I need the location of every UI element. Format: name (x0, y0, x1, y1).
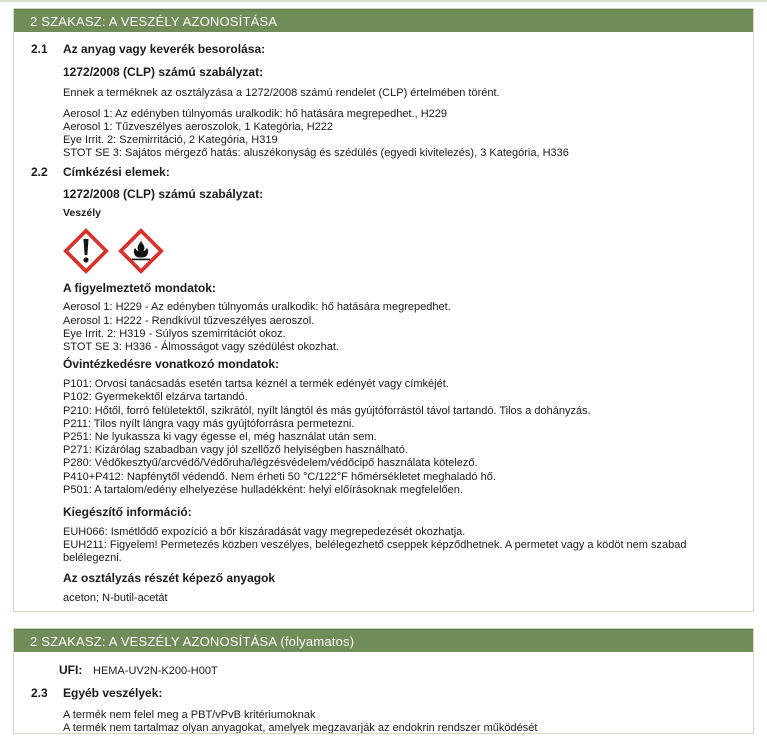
classification-list (63, 108, 737, 161)
section-2-header-title: 2 SZAKASZ: A VESZÉLY AZONOSÍTÁSA (30, 13, 278, 29)
precautionary-statement-line: P210: Hőtől, forró felületektől, szikrától, nyílt lángtól és más gyújtóforrástól távol tartandó. Tilos a dohányzás. (63, 404, 591, 417)
supplemental-info-line: EUH066: Ismétlődő expozíció a bőr kiszáradását vagy megrepedezését okozhatja. (63, 525, 466, 538)
precautionary-statements-heading: Óvintézkedésre vonatkozó mondatok: (63, 357, 280, 372)
hazard-statements-heading: A figyelmeztető mondatok: (63, 281, 216, 296)
classification-substances-heading: Az osztályzás részét képező anyagok (63, 570, 276, 585)
precautionary-statements-list (63, 378, 737, 497)
item-2-2-title: Címkézési elemek: (63, 165, 170, 180)
section-2-header (14, 9, 753, 32)
classification-intro: Ennek a terméknek az osztályzása a 1272/2008 számú rendelet (CLP) értelmében törént. (63, 87, 500, 99)
other-hazards-line: A termék nem tartalmaz olyan anyagokat, amelyek megzavarják az endokrin rendszer működését (63, 722, 538, 734)
section-2-continued-header (14, 629, 753, 652)
section-2-box (13, 8, 754, 612)
section-2-continued-header-title: 2 SZAKASZ: A VESZÉLY AZONOSÍTÁSA (folyamatos) (30, 633, 355, 649)
precautionary-statement-line: P271: Kizárólag szabadban vagy jól szellőző helyiségben használható. (63, 444, 408, 457)
item-2-1-title: Az anyag vagy keverék besorolása: (63, 42, 266, 56)
item-2-1-heading (14, 42, 753, 56)
supplemental-info-line: EUH211: Figyelem! Permetezés közben veszélyes, belélegezhető cseppek képződhetnek. A permetet vagy a ködöt nem szabad belélegezni. (63, 539, 687, 565)
page-top-rule (0, 0, 767, 2)
ghs02-flame-icon (118, 227, 164, 275)
hazard-statement-line: Eye Irrit. 2: H319 - Súlyos szemirritációt okoz. (63, 327, 286, 340)
item-2-1-number: 2.1 (31, 42, 48, 56)
hazard-statement-line: Aerosol 1: H229 - Az edényben túlnyomás uralkodik: hő hatására megrepedhet. (63, 301, 451, 314)
precautionary-statement-line: P251: Ne lyukassza ki vagy égesse el, még használat után sem. (63, 430, 377, 443)
precautionary-statement-line: P102: Gyermekektől elzárva tartandó. (63, 391, 248, 404)
clp-regulation-heading-1: 1272/2008 (CLP) számú szabályzat: (63, 65, 264, 79)
item-2-3-title: Egyéb veszélyek: (63, 686, 163, 700)
precautionary-statement-line: P280: Védőkesztyű/arcvédő/Védőruha/légzésvédelem/védőcipő használata kötelező. (63, 457, 478, 470)
classification-substances-value: aceton; N-butil-acetát (63, 591, 168, 604)
clp-regulation-heading-2: 1272/2008 (CLP) számú szabályzat: (63, 187, 264, 202)
other-hazards-line: A termék nem felel meg a PBT/vPvB kritériumoknak (63, 709, 316, 721)
item-2-2-number: 2.2 (31, 165, 48, 180)
hazard-statements-list (63, 301, 737, 354)
other-hazards-list (63, 709, 737, 734)
ufi-row (59, 663, 753, 678)
classification-line: STOT SE 3: Sajátos mérgező hatás: aluszékonyság és szédülés (egyedi kivitelezés), 3 Kategória, H336 (63, 147, 569, 160)
classification-line: Aerosol 1: Az edényben túlnyomás uralkodik: hő hatására megrepedhet., H229 (63, 107, 448, 120)
item-2-3-heading (14, 686, 753, 700)
precautionary-statement-line: P501: A tartalom/edény elhelyezése hulladékként: helyi előírásoknak megfelelően. (63, 483, 463, 496)
item-2-2-heading (14, 165, 753, 179)
section-2-continued-box (13, 628, 754, 734)
supplemental-info-heading: Kiegészítő információ: (63, 504, 192, 519)
ufi-value: HEMA-UV2N-K200-H00T (93, 665, 218, 677)
classification-line: Aerosol 1: Tűzveszélyes aeroszolok, 1 Kategória, H222 (63, 120, 334, 133)
ufi-label: UFI: (59, 663, 83, 677)
item-2-3-number: 2.3 (31, 686, 48, 700)
ghs-pictograms (63, 227, 737, 275)
precautionary-statement-line: P410+P412: Napfénytől védendő. Nem érheti 50 °C/122°F hőmérsékletet meghaladó hő. (63, 470, 496, 483)
supplemental-info-list (63, 526, 737, 566)
hazard-statement-line: STOT SE 3: H336 - Álmosságot vagy szédülést okozhat. (63, 340, 339, 353)
hazard-statement-line: Aerosol 1: H222 - Rendkívül tűzveszélyes aeroszol. (63, 314, 315, 327)
signal-word: Veszély (63, 207, 101, 220)
classification-line: Eye Irrit. 2: Szemirritáció, 2 Kategória, H319 (63, 133, 278, 146)
ghs07-exclamation-icon (63, 227, 109, 275)
precautionary-statement-line: P101: Orvosi tanácsadás esetén tartsa kéznél a termék edényét vagy címkéjét. (63, 378, 449, 391)
precautionary-statement-line: P211: Tilos nyílt lángra vagy más gyújtóforrásra permetezni. (63, 417, 355, 430)
